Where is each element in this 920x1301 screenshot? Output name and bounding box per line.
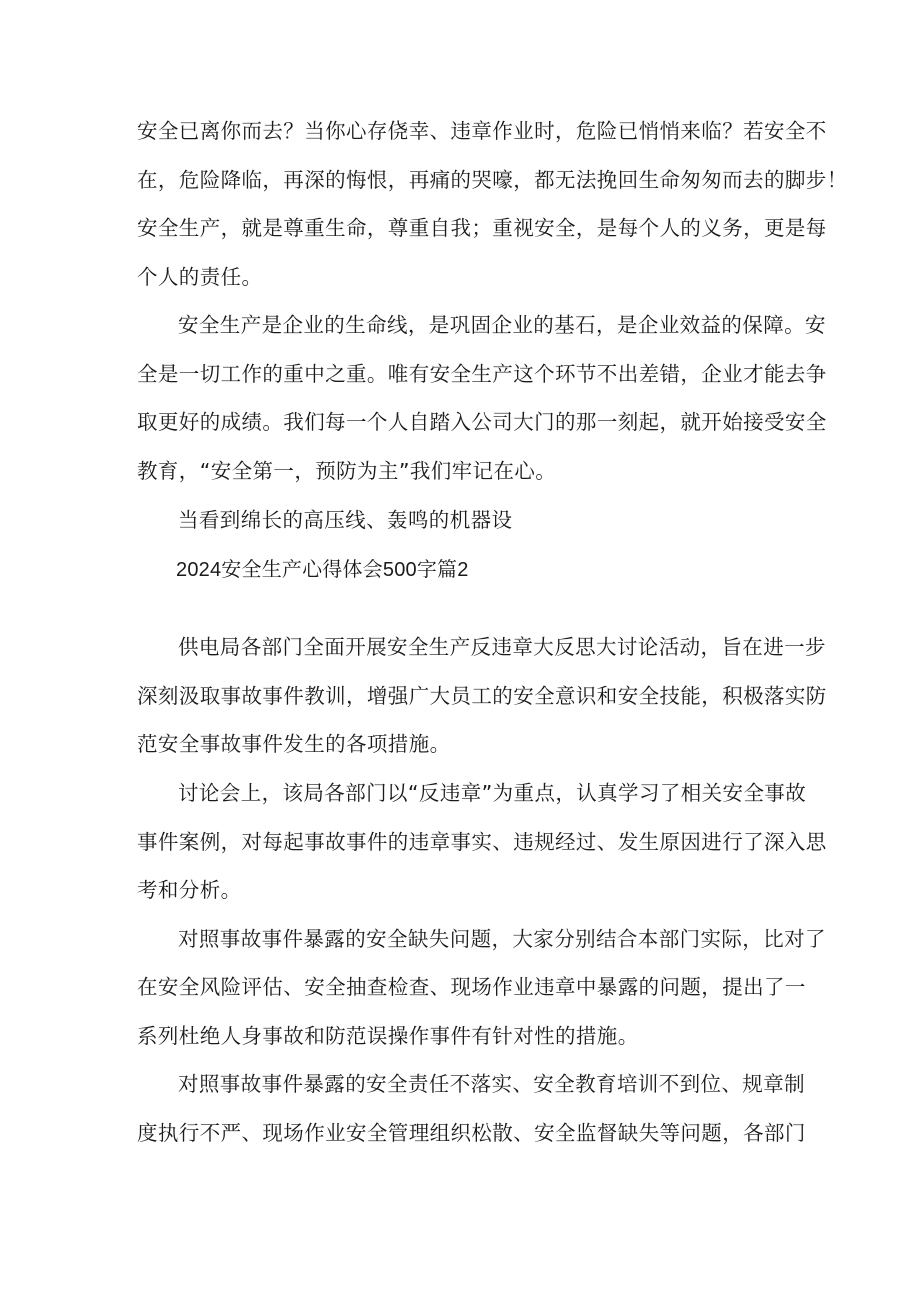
paragraph-line: 讨论会上，该局各部门以“反违章”为重点，认真学习了相关安全事故 <box>178 781 807 805</box>
paragraph-line: 全是一切工作的重中之重。唯有安全生产这个环节不出差错，企业才能去争 <box>137 362 827 386</box>
paragraph-line: 安全生产，就是尊重生命，尊重自我；重视安全，是每个人的义务，更是每 <box>137 216 827 240</box>
paragraph-line: 深刻汲取事故事件教训，增强广大员工的安全意识和安全技能，积极落实防 <box>137 684 827 708</box>
paragraph-line: 考和分析。 <box>137 878 242 902</box>
paragraph-line: 供电局各部门全面开展安全生产反违章大反思大讨论活动，旨在进一步 <box>178 635 826 659</box>
paragraph-line: 当看到绵长的高压线、轰鸣的机器设 <box>178 508 513 532</box>
paragraph-line: 在安全风险评估、安全抽查检查、现场作业违章中暴露的问题，提出了一 <box>137 975 806 999</box>
paragraph-line: 范安全事故事件发生的各项措施。 <box>137 732 451 756</box>
paragraph-line: 系列杜绝人身事故和防范误操作事件有针对性的措施。 <box>137 1024 639 1048</box>
paragraph-line: 安全已离你而去？当你心存侥幸、违章作业时，危险已悄悄来临？若安全不 <box>137 119 827 143</box>
paragraph-line: 个人的责任。 <box>137 265 263 289</box>
paragraph-line: 取更好的成绩。我们每一个人自踏入公司大门的那一刻起，就开始接受安全 <box>137 410 827 434</box>
section-heading: 2024安全生产心得体会500字篇2 <box>176 559 469 581</box>
paragraph-line: 事件案例，对每起事故事件的违章事实、违规经过、发生原因进行了深入思 <box>137 830 827 854</box>
paragraph-line: 对照事故事件暴露的安全缺失问题，大家分别结合本部门实际，比对了 <box>178 927 826 951</box>
paragraph-line: 安全生产是企业的生命线，是巩固企业的基石，是企业效益的保障。安 <box>178 313 826 337</box>
paragraph-line: 在，危险降临，再深的悔恨，再痛的哭嚎，都无法挽回生命匆匆而去的脚步！ <box>137 168 848 192</box>
paragraph-line: 对照事故事件暴露的安全责任不落实、安全教育培训不到位、规章制 <box>178 1072 805 1096</box>
paragraph-line: 度执行不严、现场作业安全管理组织松散、安全监督缺失等问题，各部门 <box>137 1121 806 1145</box>
paragraph-line: 教育，“安全第一，预防为主”我们牢记在心。 <box>137 459 557 483</box>
